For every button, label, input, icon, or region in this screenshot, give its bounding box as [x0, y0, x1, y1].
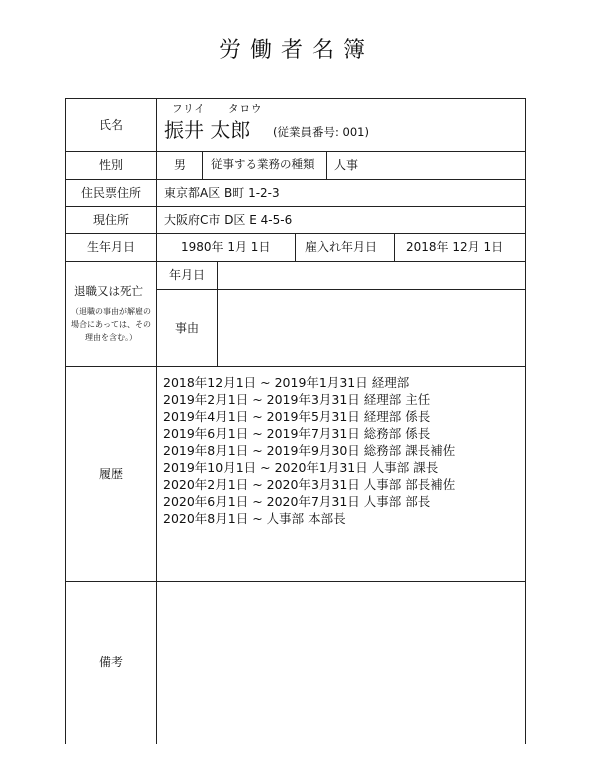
history-list	[163, 374, 455, 527]
job-type-label: 従事する業務の種類	[211, 157, 315, 171]
retirement-divider	[217, 261, 218, 366]
row-divider	[65, 581, 526, 582]
retirement-label: 退職又は死亡	[74, 284, 143, 298]
furigana-family: タロウ	[228, 103, 263, 115]
registered-address-value: 東京都A区 B町 1-2-3	[164, 186, 280, 200]
history-entry: 2019年2月1日 ~ 2019年3月31日 経理部 主任	[163, 392, 431, 407]
gender-divider	[202, 151, 203, 179]
current-address-value: 大阪府C市 D区 E 4-5-6	[164, 213, 293, 227]
birthdate-divider	[295, 233, 296, 261]
name-label: 氏名	[99, 118, 124, 132]
gender-value: 男	[174, 158, 187, 172]
retirement-date-label: 年月日	[169, 268, 206, 282]
row-divider	[65, 179, 526, 180]
history-entry: 2019年6月1日 ~ 2019年7月31日 総務部 係長	[163, 426, 431, 441]
job-type-value: 人事	[334, 158, 359, 172]
employee-number: (従業員番号: 001)	[273, 125, 369, 139]
furigana-given: フリイ	[172, 103, 206, 115]
birthdate-label: 生年月日	[87, 240, 136, 254]
birthdate-value: 1980年 1月 1日	[181, 240, 271, 254]
history-entry: 2019年10月1日 ~ 2020年1月31日 人事部 課長	[163, 460, 439, 475]
history-entry: 2019年8月1日 ~ 2019年9月30日 総務部 課長補佐	[163, 443, 456, 458]
registered-address-label: 住民票住所	[81, 186, 142, 200]
history-entry: 2020年6月1日 ~ 2020年7月31日 人事部 部長	[163, 494, 431, 509]
history-label: 履歴	[99, 467, 124, 481]
retirement-reason-label: 事由	[175, 321, 200, 335]
row-divider	[65, 206, 526, 207]
remarks-label: 備考	[99, 655, 124, 669]
hire-date-label: 雇入れ年月日	[305, 240, 378, 254]
page-title: 労働者名簿	[218, 38, 374, 63]
hire-date-value: 2018年 12月 1日	[406, 240, 504, 254]
history-entry: 2018年12月1日 ~ 2019年1月31日 経理部	[163, 375, 410, 390]
gender-label: 性別	[99, 158, 124, 172]
current-address-label: 現住所	[93, 213, 130, 227]
employee-name: 振井 太郎	[164, 118, 251, 142]
hire-date-divider	[394, 233, 395, 261]
history-entry: 2019年4月1日 ~ 2019年5月31日 経理部 係長	[163, 409, 431, 424]
row-divider	[65, 151, 526, 152]
job-type-divider	[326, 151, 327, 179]
row-divider	[65, 366, 526, 367]
history-entry: 2020年8月1日 ~ 人事部 本部長	[163, 511, 346, 526]
row-divider	[65, 261, 526, 262]
retirement-note: （退職の事由が解雇の場合にあっては、その理由を含む。）	[71, 307, 151, 342]
label-column-divider	[156, 98, 157, 744]
history-entry: 2020年2月1日 ~ 2020年3月31日 人事部 部長補佐	[163, 477, 456, 492]
row-divider	[156, 289, 526, 290]
